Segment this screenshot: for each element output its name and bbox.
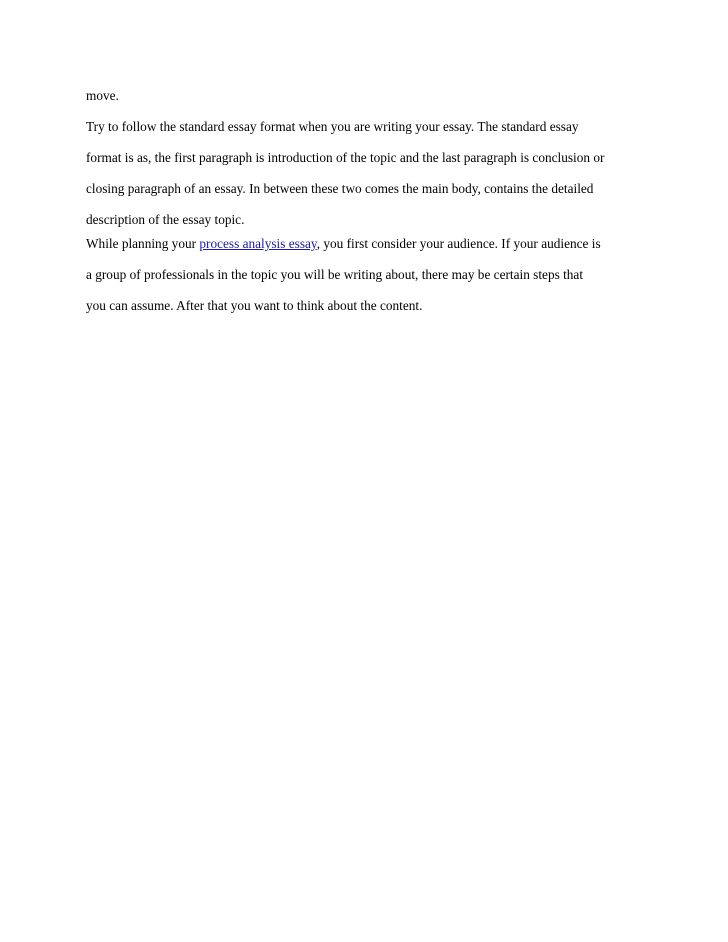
- text-line: a group of professionals in the topic you will be writing about, there may be certain steps that: [86, 267, 584, 282]
- text-segment: While planning your: [86, 236, 200, 251]
- text-segment: , you first consider your audience. If your audience is: [316, 236, 601, 251]
- process-analysis-essay-link[interactable]: process analysis essay: [199, 236, 317, 251]
- text-line: move.: [86, 88, 119, 103]
- text-line: Try to follow the standard essay format when you are writing your essay. The standard essay: [86, 119, 579, 134]
- text-line-with-link: [86, 231, 666, 262]
- text-line: closing paragraph of an essay. In between these two comes the main body, contains the detailed: [86, 181, 594, 196]
- text-line: you can assume. After that you want to think about the content.: [86, 298, 423, 313]
- text-line: description of the essay topic.: [86, 212, 245, 227]
- document-body: [86, 83, 666, 324]
- text-line: format is as, the first paragraph is introduction of the topic and the last paragraph is conclusion or: [86, 150, 605, 165]
